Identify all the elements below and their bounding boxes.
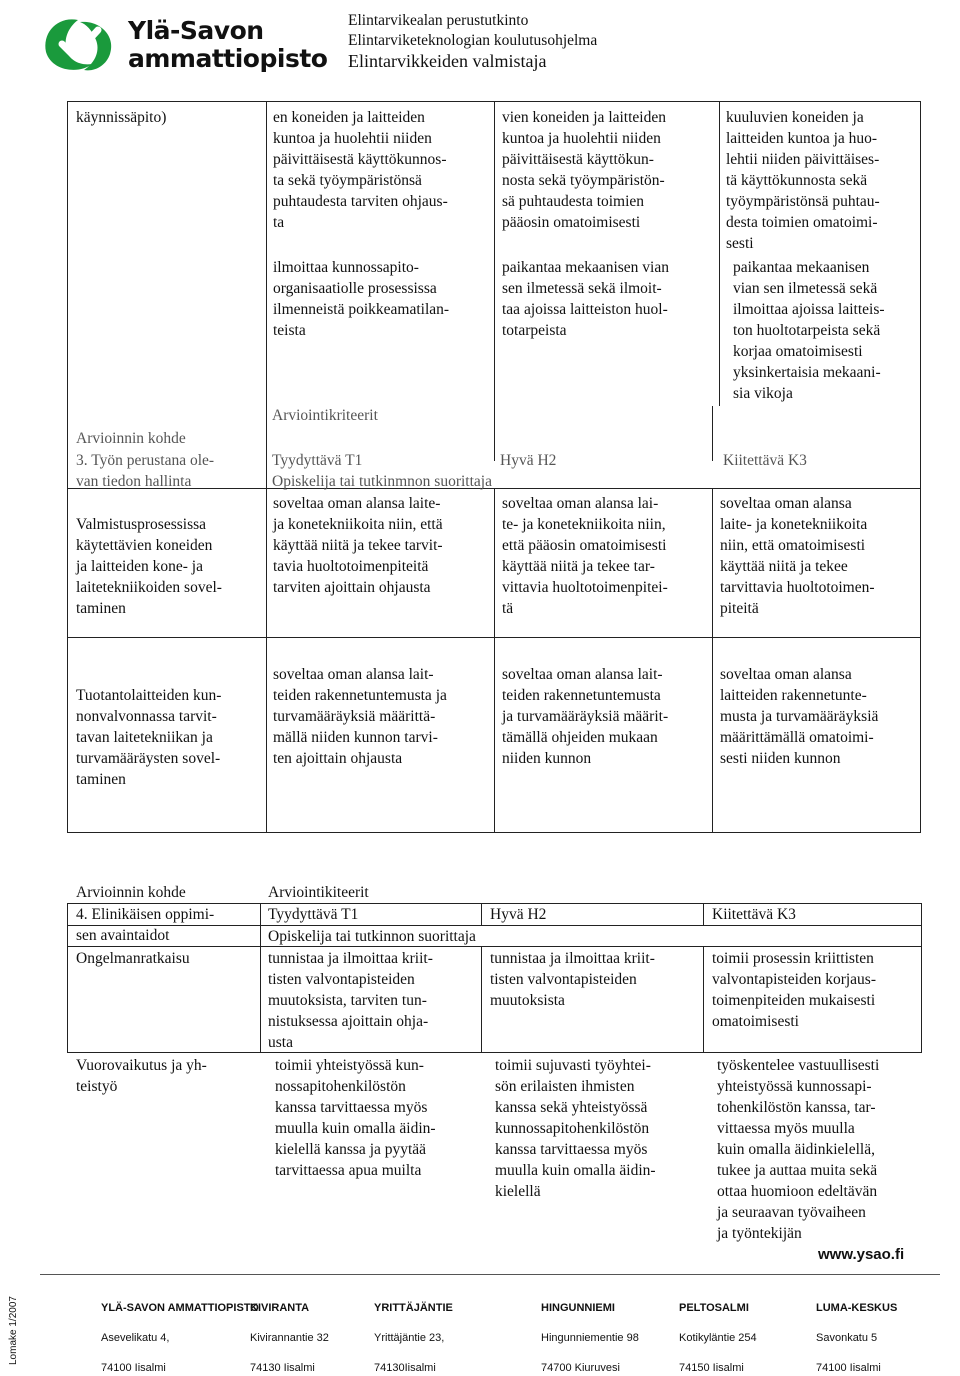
logo-text-line1: Ylä-Savon	[128, 16, 264, 45]
table-divider	[494, 488, 495, 833]
header-qualification: Elintarvikkeiden valmistaja	[348, 51, 547, 71]
prev-k3-cell-2: paikantaa mekaanisen vian sen ilmetessä sekä ilmoittaa ajoissa laitteis- ton huoltotarpeista sekä korjaa omatoimisesti yksinkertaisia mekaani- sia vikoja	[733, 259, 885, 402]
grade-t1-heading: Tyydyttävä T1	[272, 452, 363, 469]
row2-t1-cell-4: toimii yhteistyössä kun- nossapitohenkilöstön kanssa tarvittaessa myös muulla kuin omalla äidin- kielellä kanssa ja pyytää tarvittaessa apua muilta	[275, 1057, 436, 1179]
row1-t1-cell: soveltaa oman alansa laite- ja konetekniikoita niin, että käyttää niitä ja tekee tarvit- tavia huoltotoimenpiteitä tarviten ajoittain ohjausta	[273, 495, 443, 596]
grade-h2-heading-4: Hyvä H2	[490, 906, 547, 923]
prev-h2-cell: vien koneiden ja laitteiden kuntoa ja huolehtii niiden päivittäisestä käyttökun- nosta sekä työympäristön- sä puhtaudesta toimien pääosin omatoimisesti	[502, 109, 666, 231]
row2-object-label: Tuotantolaitteiden kun- nonvalvonnassa tarvit- tavan laitetekniikan ja turvamääräysten sovel- taminen	[76, 687, 222, 788]
footer-unit-street: Asevelikatu 4,	[101, 1332, 170, 1344]
table-divider	[67, 903, 68, 1053]
row2-t1-cell: soveltaa oman alansa lait- teiden rakennetuntemusta ja turvamääräyksiä määrittä- mällä niiden kunnon tarvi- ten ajoittain ohjausta	[273, 666, 447, 767]
prev-t1-cell: en koneiden ja laitteiden kuntoa ja huolehtii niiden päivittäisestä käyttökunnos- ta sekä työympäristönsä puhtaudesta tarviten ohjaus- ta	[273, 109, 448, 231]
section3-title: 3. Työn perustana ole- van tiedon hallinta	[76, 452, 215, 490]
performer-label-4: Opiskelija tai tutkinnon suorittaja	[268, 928, 476, 945]
row1-t1-cell-4: tunnistaa ja ilmoittaa kriit- tisten valvontapisteiden muutoksista, tarviten tun- nistuksessa ajoittain ohja- usta	[268, 950, 433, 1051]
row1-k3-cell-4: toimii prosessin kriittisten valvontapisteiden korjaus- toimenpiteiden mukaisesti omatoimisesti	[712, 950, 876, 1030]
footer-unit	[374, 1286, 453, 1376]
row1-h2-cell-4: tunnistaa ja ilmoittaa kriit- tisten valvontapisteiden muutoksista	[490, 950, 655, 1009]
grade-h2-heading: Hyvä H2	[500, 452, 557, 469]
header-degree: Elintarvikealan perustutkinto	[348, 12, 529, 29]
footer-unit-street: Yrittäjäntie 23,	[374, 1332, 445, 1344]
footer-unit-name: LUMA-KESKUS	[816, 1302, 898, 1314]
footer-unit	[541, 1286, 639, 1376]
footer-unit-name: YRITTÄJÄNTIE	[374, 1302, 453, 1314]
criteria-heading: Arviointikriteerit	[272, 407, 378, 424]
row2-h2-cell: soveltaa oman alansa lait- teiden rakennetuntemusta ja turvamääräyksiä määrit- tämällä ohjeiden mukaan niiden kunnon	[502, 666, 669, 767]
object-heading-4: Arvioinnin kohde	[76, 884, 186, 901]
footer-unit-city: 74100 Iisalmi	[816, 1362, 881, 1374]
footer-unit	[816, 1286, 897, 1376]
prev-k3-cell: kuuluvien koneiden ja laitteiden kuntoa ja huo- lehtii niiden päivittäises- tä käyttökunnosta sekä työympäristönsä puhtau- desta toimien omatoimi- sesti	[726, 109, 880, 252]
footer-unit	[679, 1286, 757, 1376]
table-divider	[719, 101, 720, 406]
row1-k3-cell: soveltaa oman alansa laite- ja konetekniikoita niin, että omatoimisesti käyttää niitä ja tekee tarvittavia huoltotoimen- piteitä	[720, 495, 875, 617]
footer-unit-city: 74150 Iisalmi	[679, 1362, 744, 1374]
footer-unit-street: Kivirannantie 32	[250, 1332, 329, 1344]
footer-unit-name: PELTOSALMI	[679, 1302, 749, 1314]
table-divider	[712, 488, 713, 833]
grade-t1-heading-4: Tyydyttävä T1	[268, 906, 359, 923]
footer-unit	[250, 1286, 329, 1376]
footer-unit-name: KIVIRANTA	[250, 1302, 310, 1314]
table-divider	[703, 903, 704, 925]
row2-k3-cell: soveltaa oman alansa laitteiden rakennetunte- musta ja turvamääräyksiä määrittämällä omatoimi- sesti niiden kunnon	[720, 666, 879, 767]
website-link[interactable]: www.ysao.fi	[818, 1246, 905, 1263]
footer-unit-city: 74700 Kiuruvesi	[541, 1362, 620, 1374]
table-divider	[712, 406, 713, 461]
footer-unit-city: 74100 Iisalmi	[101, 1362, 166, 1374]
table-divider	[481, 946, 482, 1052]
object-heading: Arvioinnin kohde	[76, 430, 186, 447]
row2-object-label-4: Vuorovaikutus ja yh- teistyö	[76, 1057, 207, 1095]
footer-unit-street: Kotikyläntie 254	[679, 1332, 757, 1344]
row1-object-label: Valmistusprosessissa käytettävien koneiden ja laitteiden kone- ja laitetekniikoiden sovel- taminen	[76, 516, 222, 617]
section4-title: 4. Elinikäisen oppimi- sen avaintaidot	[76, 906, 215, 944]
row1-object-label-4: Ongelmanratkaisu	[76, 950, 190, 967]
row1-h2-cell: soveltaa oman alansa lai- te- ja konetekniikoita niin, että pääosin omatoimisesti käyttää niitä ja tekee tar- vittavia huoltotoimenpitei- tä	[502, 495, 668, 617]
table-row-divider	[67, 1052, 921, 1053]
header-program: Elintarviketeknologian koulutusohjelma	[348, 32, 598, 49]
table-divider	[266, 101, 267, 833]
footer-unit-city: 74130Iisalmi	[374, 1362, 436, 1374]
row2-h2-cell-4: toimii sujuvasti työyhtei- sön erilaisten ihmisten kanssa sekä yhteistyössä kunnossapitohenkilöstön kanssa tarvittaessa myös muulla kuin omalla äidin- kielellä	[495, 1057, 656, 1200]
footer-unit-street: Hingunniementie 98	[541, 1332, 639, 1344]
grade-k3-heading-4: Kiitettävä K3	[712, 906, 796, 923]
table-divider	[494, 101, 495, 461]
form-code: Lomake 1/2007	[8, 1296, 19, 1365]
footer-unit-name: HINGUNNIEMI	[541, 1302, 615, 1314]
table-divider	[481, 903, 482, 925]
table-divider	[260, 903, 261, 1053]
school-logo-icon	[40, 12, 120, 74]
prev-object-label: käynnissäpito)	[76, 109, 167, 126]
grade-k3-heading: Kiitettävä K3	[723, 452, 807, 469]
table-row-divider	[67, 637, 921, 638]
row2-k3-cell-4: työskentelee vastuullisesti yhteistyössä kunnossapi- tohenkilöstön kanssa, tar- vittaessa myös muulla kuin omalla äidinkielellä, tukee ja auttaa muita sekä ottaa huomioon edeltävän ja seuraavan työvaiheen ja työntekijän	[717, 1057, 880, 1242]
footer-unit-street: Savonkatu 5	[816, 1332, 878, 1344]
table-divider	[703, 946, 704, 1052]
prev-t1-cell-2: ilmoittaa kunnossapito- organisaatiolle prosessissa ilmenneistä poikkeamatilan- teista	[273, 259, 450, 339]
performer-label: Opiskelija tai tutkinmnon suorittaja	[272, 473, 492, 490]
footer-unit	[101, 1286, 259, 1376]
table-divider	[921, 903, 922, 1053]
footer-unit-city: 74130 Iisalmi	[250, 1362, 315, 1374]
footer-rule	[40, 1274, 940, 1275]
criteria-heading-4: Arviointikiteerit	[268, 884, 369, 901]
prev-h2-cell-2: paikantaa mekaanisen vian sen ilmetessä sekä ilmoit- taa ajoissa laitteiston huol- totarpeista	[502, 259, 669, 339]
logo-text-line2: ammattiopisto	[128, 44, 328, 73]
table-row-divider	[67, 946, 921, 947]
footer-unit-name: YLÄ-SAVON AMMATTIOPISTO	[101, 1302, 259, 1314]
